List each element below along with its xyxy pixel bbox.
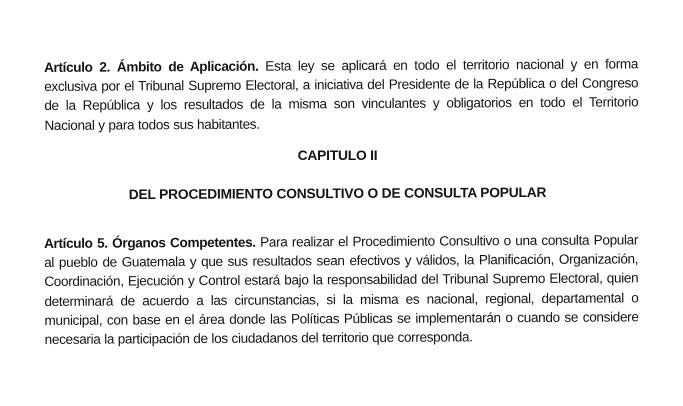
article-2-paragraph [44,54,638,134]
article-2-heading: Artículo 2. Ámbito de Aplicación. [44,58,259,75]
chapter-number: CAPITULO II [297,148,378,163]
article-5-text: Para realizar el Procedimiento Consultivo o una consulta Popular al pueblo de Guatemala y que sus resultados sean efectivos y válidos, la Planificación, Organización, Coordinación, Ejecución y Control estará bajo la responsabilidad del Tribunal Supremo Electoral, quien determinará de acuerdo a las circunstancias, si la misma es nacional, regional, departamental o municipal, con base en el área donde las Políticas Públicas se implementarán o cuando se considere necesaria la participación de los ciudadanos del territorio que corresponda. [44,231,639,347]
article-5-heading: Artículo 5. Órganos Competentes. [44,234,256,251]
article-2-text: Esta ley se aplicará en todo el territorio nacional y en forma exclusiva por el Tribunal Supremo Electoral, a iniciativa del Presidente de la República o del Congreso de la República y los resultados de la misma son vinculantes y obligatorios en todo el Territorio Nacional y para todos sus habitantes. [44,55,639,133]
article-5-paragraph [44,230,639,349]
chapter-title: DEL PROCEDIMIENTO CONSULTIVO O DE CONSULTA POPULAR [128,184,547,203]
